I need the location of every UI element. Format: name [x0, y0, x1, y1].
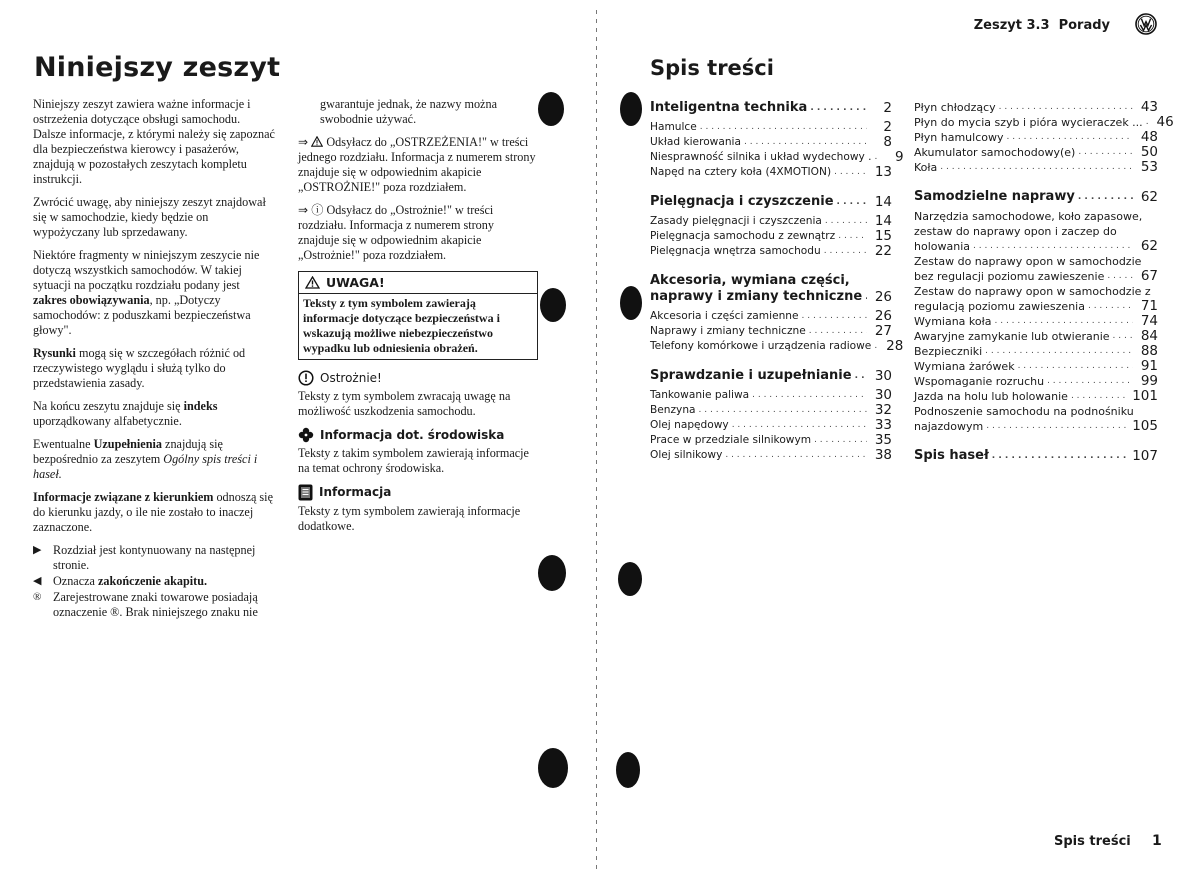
arrow-right-icon: ▶	[33, 544, 42, 556]
vw-logo-icon	[1135, 13, 1157, 35]
toc-entry[interactable]: Narzędzia samochodowe, koło zapasowe, zestaw do naprawy opon i zaczep do holowania . . . 62	[914, 209, 1158, 254]
toc-entry[interactable]: Koła . . . 53	[914, 160, 1158, 175]
toc-entry[interactable]: Wymiana koła . . . 74	[914, 314, 1158, 329]
paragraph-supplements: Ewentualne Uzupełnienia znajdują się bezpośrednio za zeszytem Ogólny spis treści i haseł.	[33, 437, 258, 481]
paragraph-keep-booklet: Zwrócić uwagę, aby niniejszy zeszyt znajdował się w samochodzie, kiedy będzie on wypożyczany lub sprzedawany.	[33, 195, 266, 239]
paragraph-warning-ref: ⇒ Odsyłacz do „OSTRZEŻENIA!" w treści jednego rozdziału. Informacja z numerem strony znajduje się w odpowiednim akapicie „OSTROŻNIE!" poza rozdziałem.	[298, 135, 536, 194]
toc-section-heading[interactable]: Samodzielne naprawy . . . 62	[914, 189, 1158, 205]
toc-entry[interactable]: Pielęgnacja samochodu z zewnątrz . . . 15	[650, 229, 892, 244]
binding-hole-mark	[616, 752, 640, 788]
binding-hole-mark	[618, 562, 642, 596]
toc-entry[interactable]: Napęd na cztery koła (4XMOTION) . . . 13	[650, 165, 892, 180]
toc-entry[interactable]: Prace w przedziale silnikowym . . . 35	[650, 433, 892, 448]
warning-title: UWAGA!	[326, 275, 385, 290]
toc-entry[interactable]: Olej napędowy . . . 33	[650, 418, 892, 433]
caution-circle-icon: ⓘ	[311, 203, 324, 217]
toc-section-heading[interactable]: Inteligentna technika . . . 2	[650, 100, 892, 116]
registered-mark-icon: ®	[33, 591, 42, 603]
toc-section-heading[interactable]: Akcesoria, wymiana części, naprawy i zmiany techniczne . . . 26	[650, 273, 892, 305]
toc-entry[interactable]: Płyn hamulcowy . . . 48	[914, 130, 1158, 145]
toc-entry[interactable]: Zestaw do naprawy opon w samochodzie bez regulacji poziomu zawieszenie . . . 67	[914, 254, 1158, 284]
intro-paragraph: Niniejszy zeszyt zawiera ważne informacje i ostrzeżenia dotyczące obsługi samochodu. Dalsze informacje, z którymi należy się zapoznać dla bezpieczeństwa kierowcy i pasażerów, znajdują w pozostałych zeszytach kompletu instrukcji.	[33, 97, 275, 186]
toc-entry[interactable]: Akumulator samochodowy(e) . . . 50	[914, 145, 1158, 160]
toc-entry[interactable]: Płyn chłodzący . . . 43	[914, 100, 1158, 115]
toc-entry[interactable]: Niesprawność silnika i układ wydechowy . . . . 9	[650, 150, 892, 165]
toc-section-heading[interactable]: Pielęgnacja i czyszczenie . . . 14	[650, 194, 892, 210]
toc-entry[interactable]: Telefony komórkowe i urządzenia radiowe . . . 28	[650, 339, 892, 354]
paragraph-continued: gwarantuje jednak, że nazwy można swobodnie używać.	[320, 97, 497, 126]
environment-body: Teksty z takim symbolem zawierają informacje na temat ochrony środowiska.	[298, 446, 529, 475]
caution-circle-icon	[298, 370, 314, 386]
binding-hole-mark	[620, 286, 642, 320]
flower-icon	[298, 427, 314, 443]
binding-hole-mark	[538, 748, 568, 788]
list-item: ◀ Oznacza zakończenie akapitu.	[33, 574, 208, 588]
toc-column-2	[914, 99, 1174, 468]
toc-entry[interactable]: Olej silnikowy . . . 38	[650, 448, 892, 463]
info-body: Teksty z tym symbolem zawierają informacje dodatkowe.	[298, 504, 521, 533]
paragraph-caution-ref: ⇒ ⓘ Odsyłacz do „Ostrożnie!" w treści rozdziału. Informacja z numerem strony znajduje się w odpowiednim akapicie „Ostrożnie!" poza rozdziałem.	[298, 203, 494, 262]
toc-entry[interactable]: Zasady pielęgnacji i czyszczenia . . . 14	[650, 214, 892, 229]
binding-hole-mark	[538, 92, 564, 126]
left-column-1	[33, 97, 275, 621]
page-number: 1	[1152, 833, 1162, 849]
paragraph-figures: Rysunki mogą się w szczegółach różnić od rzeczywistego wyglądu i służą tylko do przedstawienia zasady.	[33, 346, 246, 390]
info-heading: Informacja	[298, 484, 538, 501]
caution-heading: Ostrożnie!	[298, 370, 538, 386]
warning-body: Teksty z tym symbolem zawierają informacje dotyczące bezpieczeństwa i wskazują możliwe niebezpieczeństwo wypadku lub odniesienia obrażeń.	[303, 296, 500, 355]
warning-triangle-icon	[311, 136, 323, 147]
toc-entry[interactable]: Hamulce . . . 2	[650, 120, 892, 135]
warning-triangle-icon	[305, 276, 320, 289]
binding-hole-mark	[538, 555, 566, 591]
toc-entry[interactable]: Układ kierowania . . . 8	[650, 135, 892, 150]
list-item: ▶ Rozdział jest kontynuowany na następnej stronie.	[33, 543, 256, 572]
toc-section-heading[interactable]: Spis haseł . . . 107	[914, 448, 1158, 464]
paragraph-direction: Informacje związane z kierunkiem odnoszą się do kierunku jazdy, o ile nie zostało to inaczej zaznaczone.	[33, 490, 273, 534]
toc-section-heading[interactable]: Sprawdzanie i uzupełnianie . . . 30	[650, 368, 892, 384]
toc-entry[interactable]: Awaryjne zamykanie lub otwieranie . . . 84	[914, 329, 1158, 344]
environment-heading: Informacja dot. środowiska	[298, 427, 538, 443]
arrow-left-icon: ◀	[33, 575, 42, 587]
toc-entry[interactable]: Tankowanie paliwa . . . 30	[650, 388, 892, 403]
binding-hole-mark	[620, 92, 642, 126]
warning-box	[298, 271, 538, 360]
left-column-2	[298, 97, 538, 542]
toc-entry[interactable]: Podnoszenie samochodu na podnośniku najazdowym . . . 105	[914, 404, 1158, 434]
paragraph-index: Na końcu zeszytu znajduje się indeks uporządkowany alfabetycznie.	[33, 399, 218, 428]
toc-title: Spis treści	[650, 56, 774, 80]
toc-entry[interactable]: Jazda na holu lub holowanie . . . 101	[914, 389, 1158, 404]
running-header: Zeszyt 3.3 Porady	[973, 18, 1110, 33]
toc-entry[interactable]: Zestaw do naprawy opon w samochodzie z regulacją poziomu zawieszenia . . . 71	[914, 284, 1158, 314]
toc-entry[interactable]: Płyn do mycia szyb i pióra wycieraczek ... . . . 46	[914, 115, 1158, 130]
running-footer: Spis treści	[1054, 834, 1131, 849]
toc-entry[interactable]: Benzyna . . . 32	[650, 403, 892, 418]
toc-entry[interactable]: Akcesoria i części zamienne . . . 26	[650, 309, 892, 324]
toc-entry[interactable]: Bezpieczniki . . . 88	[914, 344, 1158, 359]
toc-entry[interactable]: Wymiana żarówek . . . 91	[914, 359, 1158, 374]
info-book-icon	[298, 484, 313, 501]
caution-body: Teksty z tym symbolem zwracają uwagę na możliwość uszkodzenia samochodu.	[298, 389, 511, 418]
list-item: ® Zarejestrowane znaki towarowe posiadają oznaczenie ®. Brak niniejszego znaku nie	[33, 590, 258, 619]
toc-entry[interactable]: Naprawy i zmiany techniczne . . . 27	[650, 324, 892, 339]
toc-column-1	[650, 100, 904, 463]
paragraph-scope: Niektóre fragmenty w niniejszym zeszycie nie dotyczą wszystkich samochodów. W takiej sytuacji na początku rozdziału podany jest zakres obowiązywania, np. „Dotyczy samochodów: z poduszkami bezpieczeństwa głowy".	[33, 248, 260, 337]
page-title: Niniejszy zeszyt	[34, 52, 281, 83]
toc-entry[interactable]: Pielęgnacja wnętrza samochodu . . . 22	[650, 244, 892, 259]
toc-entry[interactable]: Wspomaganie rozruchu . . . 99	[914, 374, 1158, 389]
page-gutter	[596, 10, 597, 870]
binding-hole-mark	[540, 288, 566, 322]
